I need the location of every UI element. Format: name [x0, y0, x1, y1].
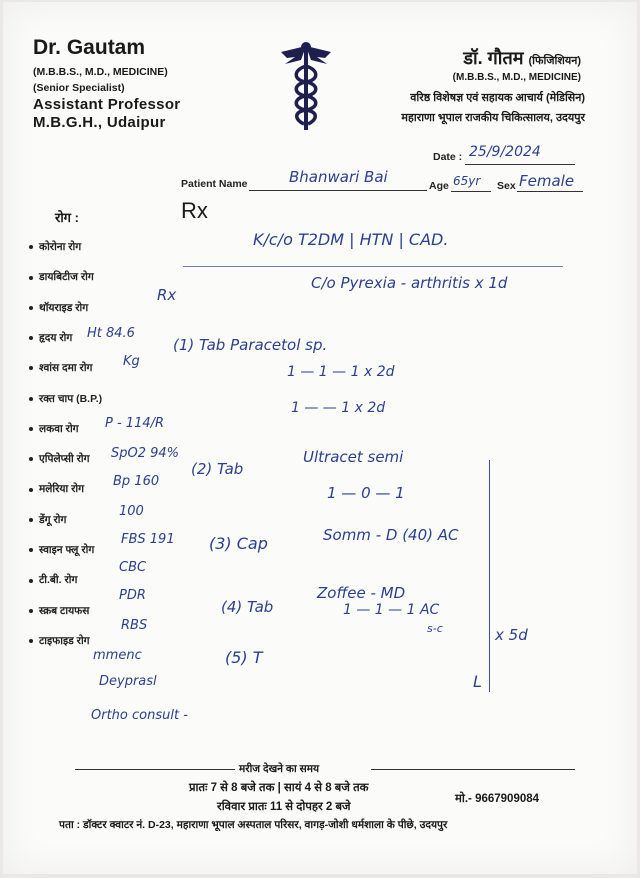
- rx4-drug: Zoffee - MD: [317, 584, 406, 602]
- disease-item: [29, 634, 90, 648]
- duration-mark: x 5d: [495, 626, 528, 644]
- disease-item: [29, 392, 102, 406]
- patient-name-value: Bhanwari Bai: [289, 168, 388, 186]
- note-2: Deyprasl: [99, 674, 157, 689]
- disease-label: डेंगू रोग: [39, 513, 67, 526]
- hospital-en: M.B.G.H., Udaipur: [33, 114, 166, 131]
- disease-label: रक्त चाप (B.P.): [39, 392, 103, 405]
- disease-item: [29, 543, 94, 557]
- rx-mark: Rx: [157, 286, 177, 304]
- bullet-icon: [29, 336, 33, 340]
- disease-item: [29, 604, 89, 618]
- timing-line2: रविवार प्रातः 11 से दोपहर 2 बजे: [217, 801, 351, 813]
- rx2-drug: Ultracet semi: [303, 448, 404, 466]
- note-3: Ortho consult -: [91, 708, 188, 723]
- disease-item: [29, 513, 66, 527]
- bullet-icon: [29, 276, 33, 280]
- diagnosis-underline: [183, 266, 563, 267]
- date-label: Date :: [433, 151, 463, 163]
- caduceus-logo: [273, 40, 339, 134]
- rx4-note: s-c: [427, 622, 443, 635]
- vital-pulse: P - 114/R: [105, 416, 165, 431]
- degrees-en: (M.B.B.S., M.D., MEDICINE): [33, 66, 168, 78]
- disease-item: [29, 270, 94, 284]
- bullet-icon: [29, 457, 33, 461]
- footer-rule-right: [371, 769, 575, 770]
- rx5-prefix: (5) T: [225, 648, 263, 667]
- disease-label: लकवा रोग: [39, 422, 79, 435]
- disease-label: श्वांस दमा रोग: [39, 362, 93, 375]
- position-hi: वरिष्ठ विशेषज्ञ एवं सहायक आचार्य (मेडिसिन): [410, 92, 585, 104]
- bullet-icon: [29, 245, 33, 249]
- doctor-name-hi: डॉ. गौतम (फिजिशियन): [463, 48, 581, 68]
- disease-label: हृदय रोग: [39, 331, 73, 344]
- disease-item: [29, 452, 90, 466]
- disease-label: स्क्रब टायफस: [39, 604, 90, 617]
- bullet-icon: [29, 579, 33, 583]
- disease-item: [29, 422, 79, 436]
- disease-label: एपिलेप्सी रोग: [39, 453, 90, 466]
- vital-rbs: RBS: [121, 618, 148, 633]
- specialty-en: (Senior Specialist): [33, 82, 125, 94]
- vital-pdr: PDR: [119, 588, 146, 603]
- disease-item: [29, 573, 77, 587]
- vital-cbc: CBC: [119, 560, 147, 575]
- sex-line: [517, 191, 583, 192]
- rog-heading: रोग :: [55, 210, 79, 225]
- timing-heading: मरीज देखने का समय: [239, 763, 320, 775]
- tick-mark: L: [473, 672, 482, 691]
- date-value: 25/9/2024: [469, 144, 541, 160]
- note-1: mmenc: [93, 648, 142, 663]
- age-label: Age: [429, 180, 449, 192]
- rx3-prefix: (3) Cap: [209, 534, 268, 553]
- patient-name-line: [249, 190, 427, 191]
- age-line: [451, 191, 491, 192]
- bullet-icon: [29, 397, 33, 401]
- diagnosis-text: K/c/o T2DM | HTN | CAD.: [253, 230, 449, 249]
- disease-label: स्वाइन फ्लू रोग: [39, 544, 95, 556]
- doctor-name-en: Dr. Gautam: [33, 36, 146, 59]
- vital-bp: Bp 160: [113, 474, 160, 489]
- disease-item: [29, 240, 81, 254]
- disease-label: कोरोना रोग: [39, 241, 82, 253]
- prescription-sheet: [3, 2, 637, 874]
- rx2-dose: 1 — 0 — 1: [327, 484, 405, 502]
- complaint-text: C/o Pyrexia - arthritis x 1d: [311, 274, 508, 292]
- vital-spo2: SpO2 94%: [111, 446, 180, 461]
- disease-label: मलेरिया रोग: [39, 483, 85, 496]
- date-line: [465, 164, 575, 165]
- rx-symbol: Rx: [181, 198, 208, 223]
- patient-name-label: Patient Name: [181, 178, 248, 190]
- bracket-line: [489, 460, 490, 692]
- rx1-dose2: 1 — — 1 x 2d: [291, 400, 386, 416]
- bullet-icon: [29, 488, 33, 492]
- rx1-drug: (1) Tab Paracetol sp.: [173, 336, 328, 354]
- bullet-icon: [29, 518, 33, 522]
- vital-ht: Ht 84.6: [87, 326, 135, 341]
- disease-label: टी.बी. रोग: [39, 574, 78, 587]
- hospital-hi: महाराणा भूपाल राजकीय चिकित्सालय, उदयपुर: [401, 112, 585, 124]
- rx2-prefix: (2) Tab: [191, 460, 244, 478]
- rx4-prefix: (4) Tab: [221, 598, 274, 616]
- rx4-dose: 1 — 1 — 1 AC: [343, 602, 440, 618]
- disease-item: [29, 331, 72, 345]
- vital-kg: Kg: [123, 354, 140, 369]
- vital-fbs: FBS 191: [121, 532, 175, 547]
- rx1-dose: 1 — 1 — 1 x 2d: [287, 364, 395, 380]
- timing-line1: प्रातः 7 से 8 बजे तक | सायं 4 से 8 बजे तक: [189, 782, 369, 794]
- age-value: 65yr: [453, 174, 481, 188]
- disease-label: डायबिटीज रोग: [39, 271, 94, 284]
- sex-label: Sex: [497, 180, 516, 192]
- bullet-icon: [29, 639, 33, 643]
- bullet-icon: [29, 427, 33, 431]
- bullet-icon: [29, 548, 33, 552]
- degrees-hi: (M.B.B.S., M.D., MEDICINE): [452, 72, 581, 83]
- disease-item: [29, 361, 92, 375]
- disease-item: [29, 301, 88, 315]
- bullet-icon: [29, 366, 33, 370]
- mobile-number: मो.- 9667909084: [455, 793, 540, 805]
- rx3-drug: Somm - D (40) AC: [323, 526, 459, 544]
- position-en: Assistant Professor: [33, 96, 181, 113]
- disease-item: [29, 482, 84, 496]
- bullet-icon: [29, 609, 33, 613]
- disease-label: थॉयराइड रोग: [39, 301, 89, 314]
- sex-value: Female: [519, 172, 575, 190]
- vital-bp-dia: 100: [119, 504, 144, 519]
- footer-rule-left: [75, 769, 235, 770]
- bullet-icon: [29, 306, 33, 310]
- disease-label: टाइफाइड रोग: [39, 634, 90, 647]
- address: पता : डॉक्टर क्वाटर नं. D-23, महाराणा भूपाल अस्पताल परिसर, वागड़-जोशी धर्मशाला के पीछे, उदयपुर: [59, 819, 448, 831]
